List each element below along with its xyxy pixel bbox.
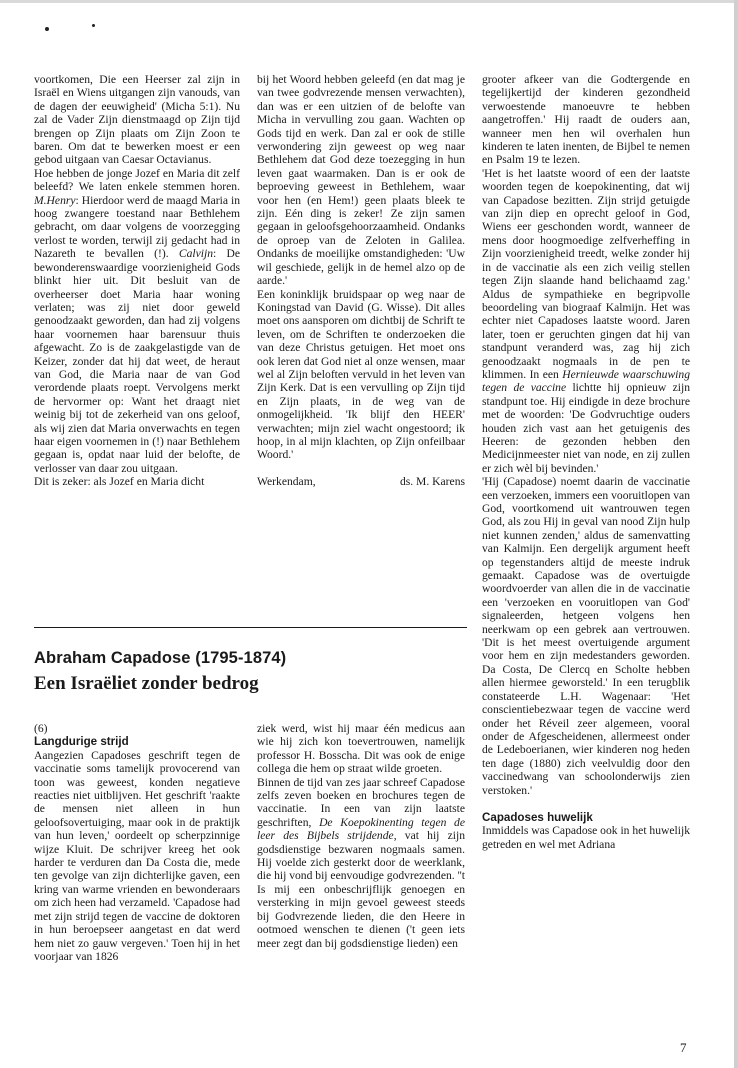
scan-edge-right: [734, 0, 738, 1068]
bottom-column-1: [34, 722, 240, 1022]
paragraph: Inmiddels was Capadose ook in het huwelijk getreden en wel met Adriana: [482, 824, 690, 851]
paragraph: Aangezien Capadoses geschrift tegen de vaccinatie soms tamelijk provocerend van toon was geweest, konden negatieve reacties niet uitblijven. Het geschrift 'raakte de mensen niet alleen in hun geloofsovertuiging, maar ook in de praktijk van hun leven,' oordeelt op scherpzinnige wijze Kluit. De schrijver kreeg het ook harder te verduren dan Da Costa die, mede ten gevolge van zijn dichterlijke gaven, een kring van warme vrienden en bewonderaars om zich heen had verzameld. 'Capadose had met zijn strijd tegen de vaccine de doktoren in hun beroepseer aangetast en dat werd hem niet zo gauw vergeven.' Toen hij in het voorjaar van 1826: [34, 748, 240, 963]
paragraph: voortkomen, Die een Heerser zal zijn in Israël en Wiens uitgangen zijn vanouds, van de dagen der eeuwigheid' (Micha 5:1). Nu zal de Vader Zijn dienstmaagd op Zijn tijd brengen op Zijn plaats om Zijn Zoon te baren. Om dat te bewerken moest er een gebod uitgaan van Caesar Octavianus.: [34, 73, 240, 167]
bottom-column-2: [257, 722, 465, 1022]
paragraph: grooter afkeer van die Godtergende en tegelijkertijd der kinderen gezondheid verwoestende manoeuvre te hebben aangetroffen.' Hij raadt de ouders aan, wanneer men hen wil overhalen hun kinderen te laten inenten, de Bijbel te nemen en Psalm 19 te lezen.: [482, 73, 690, 167]
page-number: 7: [680, 1040, 687, 1055]
paragraph: 'Hij (Capadose) noemt daarin de vaccinatie een verzoeken, immers een vooruitlopen van God, voortkomend uit wantrouwen tegen God, als zou Hij in geval van nood Zijn hulp niet kunnen zenden,' aldus de samenvatting van Kalmijn. Een dergelijk argument heeft op tegenstanders altijd de meeste indruk gemaakt. Capadose was de overtuigde woordvoerder van allen die in de vaccinatie een 'verzoeken en vooruitlopen van God' signaleerden, hetgeen volgens hen neerkwam op een gebrek aan vertrouwen. 'Dit is het meest overtuigende argument voor hem en zijn medestanders geworden. Da Costa, De Clercq en Scholte hebben allen hiermee geworsteld.' In een terugblik constateerde L.H. Wagenaar: 'Het conscientiebezwaar tegen de vaccine werd onder het Réveil zeer algemeen, vooral onder de Afgescheidenen, allermeest onder de Ledeboerianen, wier kinderen nog heden ten dage (1880) zich veelvuldig door den vaccinedwang van schoolonderwijs zien verstoken.': [482, 475, 690, 797]
signature: [257, 475, 465, 488]
paragraph: bij het Woord hebben geleefd (en dat mag je van twee godvrezende mensen verwachten), dan was er een uitzien of de belofte van Micha in vervulling zou gaan. Wachten op Gods tijd en werk. Dan zal er ook de stille verwondering zijn geweest op weg naar Bethlehem dat God deze toezegging in hun leven gaat waarmaken. Dan is er ook de beproeving geweest in Bethlehem, waar voor hen (en Hem!) geen plaats bleek te zijn. Eén ding is zeker! Ze zijn samen gegaan in geloofsgehoorzaamheid. Ondanks de oproep van de Zeloten in Galilea. Ondanks de moeilijke omstandigheden: 'Uw wil geschiede, gelijk in de hemel alzo op de aarde.': [257, 73, 465, 288]
paragraph: ziek werd, wist hij maar één medicus aan wie hij zich kon toevertrouwen, namelijk professor H. Bosscha. Dit was ook de enige collega die hem op straat wilde groeten.: [257, 722, 465, 776]
paragraph: Een koninklijk bruidspaar op weg naar de Koningstad van David (G. Wisse). Dit alles moet ons aansporen om dichtbij de Schrift te leven, om de Schriften te onderzoeken die van deze Christus getuigen. Het moet ons ook leren dat God niet al onze wensen, maar wel al Zijn beloften vervuld in het leven van Zijn Kerk. Dat is een vervulling op Zijn tijd en Zijn plaats, in de weg van de onmogelijkheid. 'Ik blijf den HEER' verwachten; mijn ziel wacht ongestoord; ik hoop, in al mijn klachten, op Zijn onfeilbaar Woord.': [257, 287, 465, 462]
paragraph: Dit is zeker: als Jozef en Maria dicht: [34, 475, 205, 489]
paragraph: Hoe hebben de jonge Jozef en Maria dit zelf beleefd? We laten enkele stemmen horen. M.Henry: Hierdoor werd de maagd Maria in hoog zwangere toestand naar Bethlehem gebracht, om daar volgens de voorzegging verlost te worden, terwijl zij gedacht had in Nazareth te bevallen (!). Calvijn: De bewonderenswaardige voorzienigheid Gods blinkt hier uit. Dit besluit van de overheerser doet Maria haar woning verlaten; was zij niet door geweld genoodzaakt geworden, dan had zij volgens haar voornemen haar barensuur thuis afgewacht. Zo is de zaakgelastigde van de Keizer, zonder dat hij dat weet, de heraut van God, die Maria naar de van God verordende plaats roept. Vervolgens merkt de hervormer op: Want het draagt niet weinig bij tot de zekerheid van ons geloof, als wij zien dat Maria onverwachts en tegen haar eigen voornemen in (!) naar Bethlehem gegaan is, opdat naar luid der belofte, de verlosser van daar zou uitgaan.: [34, 166, 240, 475]
installment-number: (6): [34, 722, 48, 735]
signature-place: Werkendam,: [257, 474, 316, 488]
article-title: Een Israëliet zonder bedrog: [34, 673, 259, 694]
cited-title: Hernieuwde waarschuwing tegen de vaccine: [482, 367, 690, 395]
cited-title: De Koepokinenting tegen de leer des Bijbels strijdende: [257, 815, 465, 843]
top-column-3: [482, 73, 690, 1040]
cited-author: M.Henry: [34, 193, 76, 207]
scan-edge-top: [0, 0, 738, 3]
paragraph: 'Het is het laatste woord of een der laatste woorden tegen de koepokinenting, dat wij van Capadose bezitten. Zijn strijd getuigde van zijn diep en oprecht geloof in God, Wiens eer geschonden wordt, wanneer de mens door hoogmoedige zelfverheffing in Zijn voorzienigheid treedt, welke zonder hij in de vaccinatie als een zich veilig stellen tegen Zijn slaande hand belichaamd zag.' Aldus de sympathieke en begripvolle beoordeling van biograaf Kalmijn. Het was echter niet Capadoses laatste woord. Jaren later, toen er geruchten gingen dat hij van standpunt veranderd was, zag hij zich genoodzaakt nogmaals in de pen te klimmen. In een Hernieuwde waarschuwing tegen de vaccine lichtte hij opnieuw zijn standpunt toe. Hij eindigde in deze brochure met de woorden: 'De Godvruchtige ouders houden zich vast aan het getuigenis des Heeren: de gezonden hebben den Medicijnmeester niet van node, en zij zullen er zich wèl bij bevinden.': [482, 166, 690, 475]
subheading: Capadoses huwelijk: [482, 810, 593, 824]
paragraph: Binnen de tijd van zes jaar schreef Capadose zelfs zeven boeken en brochures tegen de vaccinatie. In een van zijn laatste geschriften, De Koepokinenting tegen de leer des Bijbels strijdende, vat hij zijn godsdienstige bezwaren nogmaals samen. Hij voelde zich gesterkt door de weerklank, die hij vond bij eenvoudige godvrezenden. ''t Is mij een onbeschrijflijk genoegen en versterking in mijn gevoel geweest steeds bij Godvrezende lieden, die den Heere in ootmoed wenschen te dienen ('t geen iets meer zegt dan bij godsdienstige lieden) een: [257, 775, 465, 950]
cited-author: Calvijn: [178, 247, 214, 261]
scan-speck: [92, 24, 95, 27]
scan-speck: [45, 27, 49, 31]
series-title: Abraham Capadose (1795-1874): [34, 649, 287, 667]
subheading: Langdurige strijd: [34, 735, 129, 749]
top-column-2: [257, 73, 465, 614]
signature-author: ds. M. Karens: [399, 474, 465, 488]
section-divider: [34, 627, 467, 628]
top-column-1: [34, 73, 240, 614]
